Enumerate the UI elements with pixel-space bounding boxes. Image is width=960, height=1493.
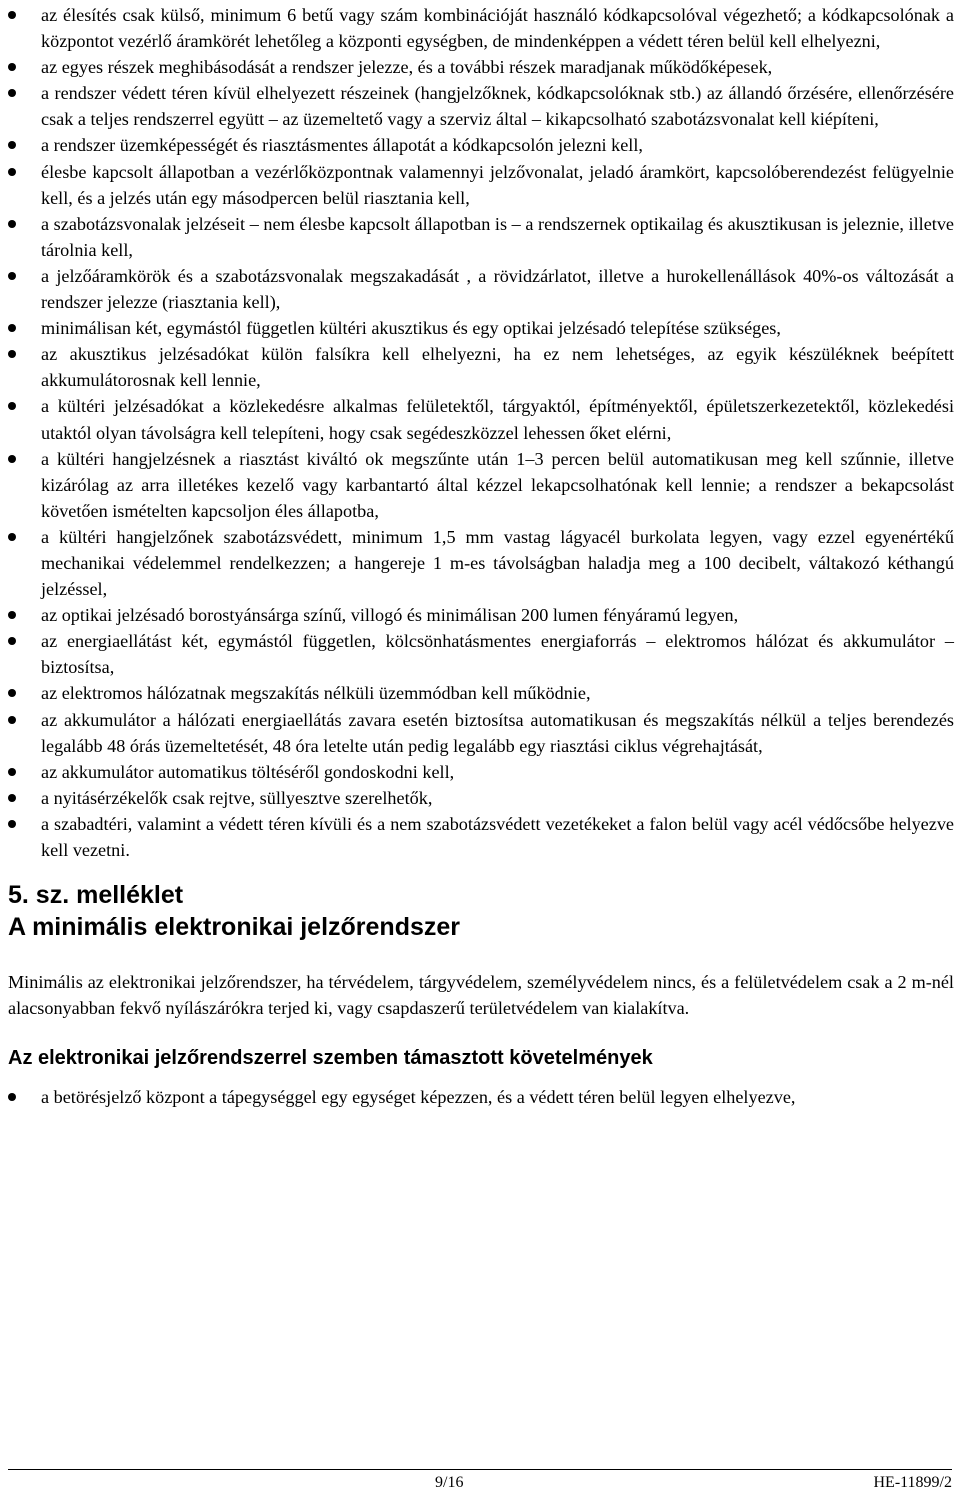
list-item-text: a szabadtéri, valamint a védett téren kívüli és a nem szabotázsvédett vezetékeket a falon belül vagy acél védőcsőbe helyezve kell vezetni. <box>41 813 954 860</box>
list-item <box>8 785 954 811</box>
bullet-icon <box>8 402 16 410</box>
list-item <box>8 680 954 706</box>
bullet-icon <box>8 716 16 724</box>
bullet-icon <box>8 768 16 776</box>
bullet-icon <box>8 89 16 97</box>
bullet-icon <box>8 63 16 71</box>
bullet-icon <box>8 455 16 463</box>
list-item-text: az elektromos hálózatnak megszakítás nélküli üzemmódban kell működnie, <box>41 683 591 704</box>
bullet-icon <box>8 689 16 697</box>
list-item-text: a kültéri jelzésadókat a közlekedésre alkalmas felületektől, tárgyaktól, építményektől, épületszerkezetektől, közlekedési utaktól olyan távolságra kell telepíteni, hogy csak segédeszközzel lehessen őket elérni, <box>41 396 954 443</box>
list-item <box>8 628 954 680</box>
bullet-icon <box>8 220 16 228</box>
bullet-icon <box>8 168 16 176</box>
list-item <box>8 80 954 132</box>
list-item <box>8 341 954 393</box>
central-requirements-list <box>8 1084 954 1110</box>
bullet-icon <box>8 272 16 280</box>
list-item-text: az akkumulátor a hálózati energiaellátás zavara esetén biztosítsa automatikusan és megszakítás nélkül a teljes berendezés legalább 48 órás üzemeltetését, 48 óra letelte után pedig legalább egy riasztási ciklus végrehajtását, <box>41 709 954 756</box>
list-item <box>8 159 954 211</box>
list-item-text: a szabotázsvonalak jelzéseit – nem élesbe kapcsolt állapotban is – a rendszernek optikailag és akusztikusan is jeleznie, illetve tárolnia kell, <box>41 213 954 260</box>
list-item-text: élesbe kapcsolt állapotban a vezérlőközpontnak valamennyi jelzővonalat, jeladó áramkört, kapcsolóberendezést felügyelnie kell, és a jelzés után egy másodpercen belül riasztania kell, <box>41 161 954 208</box>
list-item <box>8 524 954 602</box>
list-item <box>8 132 954 158</box>
list-item <box>8 707 954 759</box>
bullet-icon <box>8 611 16 619</box>
bullet-icon <box>8 820 16 828</box>
list-item-text: az élesítés csak külső, minimum 6 betű vagy szám kombinációját használó kódkapcsolóval végezhető; a kódkapcsolónak a központot vezérlő áramkörét lehetőleg a központi egységben, de mindenképpen a védett téren belül kell elhelyezni, <box>41 5 954 52</box>
list-item <box>8 393 954 445</box>
list-item-text: a kültéri hangjelzőnek szabotázsvédett, minimum 1,5 mm vastag lágyacél burkolata legyen, vagy ezzel egyenértékű mechanikai védelemmel rendelkezzen; a hangereje 1 m-es távolságban haladja meg a 100 decibelt, váltakozó kéthangú jelzéssel, <box>41 526 954 600</box>
bullet-icon <box>8 324 16 332</box>
list-item-text: az akkumulátor automatikus töltéséről gondoskodni kell, <box>41 761 455 782</box>
list-item-text: a kültéri hangjelzésnek a riasztást kiváltó ok megszűnte után 1–3 percen belül automatikusan meg kell szűnnie, illetve kizárólag az arra illetékes kezelő vagy karbantartó által kézzel lekapcsolhatónak kell lennie; a rendszer a bekapcsolást követően ismételten kapcsoljon éles állapotba, <box>41 448 954 521</box>
list-item-text: a rendszer üzemképességét és riasztásmentes állapotát a kódkapcsolón jelezni kell, <box>41 135 643 156</box>
list-item <box>8 602 954 628</box>
list-item <box>8 2 954 54</box>
bullet-icon <box>8 637 16 645</box>
document-id: HE-11899/2 <box>873 1474 952 1491</box>
annex-title: A minimális elektronikai jelzőrendszer <box>8 913 461 942</box>
list-item <box>8 54 954 80</box>
list-item <box>8 211 954 263</box>
requirements-heading: Az elektronikai jelzőrendszerrel szemben támasztott követelmények <box>8 1047 653 1070</box>
requirements-list <box>8 2 954 863</box>
bullet-icon <box>8 794 16 802</box>
bullet-icon <box>8 11 16 19</box>
list-item <box>8 315 954 341</box>
list-item-text: az optikai jelzésadó borostyánsárga színű, villogó és minimálisan 200 lumen fényáramú legyen, <box>41 605 739 626</box>
list-item-text: az egyes részek meghibásodását a rendszer jelezze, és a további részek maradjanak működőképesek, <box>41 57 773 78</box>
list-item-text: minimálisan két, egymástól független kültéri akusztikus és egy optikai jelzésadó telepítése szükséges, <box>41 318 781 339</box>
list-item-text: a nyitásérzékelők csak rejtve, süllyesztve szerelhetők, <box>41 787 433 808</box>
bullet-icon <box>8 1093 16 1101</box>
list-item <box>8 759 954 785</box>
document-body <box>8 2 954 1110</box>
bullet-icon <box>8 141 16 149</box>
list-item-text: a betörésjelző központ a tápegységgel egy egységet képezzen, és a védett téren belül legyen elhelyezve, <box>41 1087 796 1108</box>
list-item-text: a rendszer védett téren kívül elhelyezett részeinek (hangjelzőknek, kódkapcsolóknak stb.) az állandó őrzésére, ellenőrzésére csak a teljes rendszerrel együtt – az üzemeltető vagy a szerviz által – kikapcsolható szabotázsvonalat kell kiépíteni, <box>41 83 954 130</box>
list-item <box>8 811 954 863</box>
page-number: 9/16 <box>435 1474 464 1491</box>
annex-number: 5. sz. melléklet <box>8 881 184 910</box>
list-item <box>8 1084 954 1110</box>
list-item <box>8 446 954 524</box>
list-item <box>8 263 954 315</box>
list-item-text: a jelzőáramkörök és a szabotázsvonalak megszakadását , a rövidzárlatot, illetve a hurokellenállások 40%-os változását a rendszer jelezze (riasztania kell), <box>41 265 954 313</box>
list-item-text: az akusztikus jelzésadókat külön falsíkra kell elhelyezni, ha ez nem lehetséges, az egyik készüléknek beépített akkumulátorosnak kell lennie, <box>41 344 954 391</box>
page-footer <box>8 1469 952 1491</box>
bullet-icon <box>8 533 16 541</box>
intro-paragraph: Minimális az elektronikai jelzőrendszer, ha térvédelem, tárgyvédelem, személyvédelem nincs, és a felületvédelem csak a 2 m-nél alacsonyabban fekvő nyílászárókra terjed ki, vagy csapdaszerű területvédelem van kialakítva. <box>8 972 954 1019</box>
bullet-icon <box>8 350 16 358</box>
list-item-text: az energiaellátást két, egymástól független, kölcsönhatásmentes energiaforrás – elektromos hálózat és akkumulátor – biztosítsa, <box>41 631 954 678</box>
